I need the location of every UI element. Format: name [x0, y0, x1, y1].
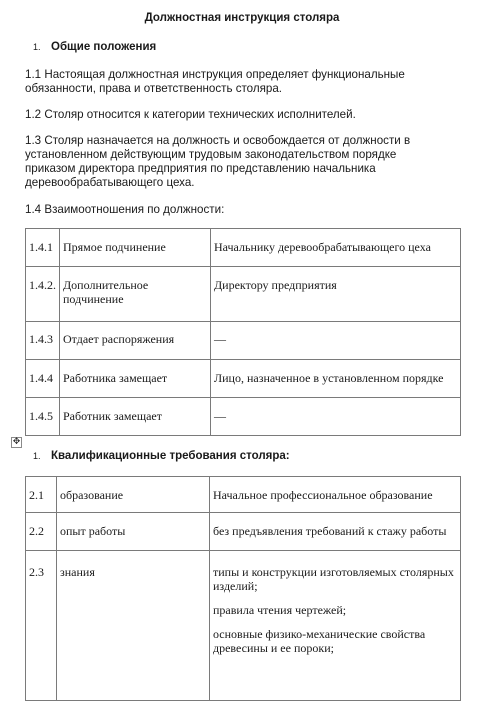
knowledge-item: основные физико-механические свойства древесины и ее пороки; — [213, 627, 426, 655]
row-value: — — [211, 398, 461, 436]
row-label: Отдает распоряжения — [60, 322, 211, 360]
row-value: — — [211, 322, 461, 360]
table-row — [26, 477, 461, 513]
table-row — [26, 360, 461, 398]
section-heading-qualifications — [33, 450, 290, 462]
row-label: Работник замещает — [60, 398, 211, 436]
paragraph-1-2: 1.2 Столяр относится к категории технических исполнителей. — [25, 108, 356, 121]
row-value: без предъявления требований к стажу работы — [210, 513, 461, 551]
section-title: Общие положения — [51, 41, 157, 53]
row-value: Лицо, назначенное в установленном порядке — [211, 360, 461, 398]
row-number: 1.4.1 — [26, 229, 60, 267]
row-number: 1.4.2. — [26, 267, 60, 322]
section-heading-general — [33, 41, 156, 53]
table-row — [26, 229, 461, 267]
row-number: 1.4.4 — [26, 360, 60, 398]
table-row — [26, 551, 461, 701]
row-values — [210, 551, 461, 701]
knowledge-item: типы и конструкции изготовляемых столярных изделий; — [213, 565, 454, 593]
row-number: 2.1 — [26, 477, 57, 513]
paragraph-1-1: 1.1 Настоящая должностная инструкция определяет функциональные обязанности, права и ответственность столяра. — [25, 68, 405, 95]
section-title: Квалификационные требования столяра: — [51, 450, 290, 462]
row-number: 2.2 — [26, 513, 57, 551]
paragraph-1-4: 1.4 Взаимоотношения по должности: — [25, 203, 225, 216]
row-number: 2.3 — [26, 551, 57, 701]
row-label: знания — [57, 551, 210, 701]
table-row — [26, 267, 461, 322]
row-label: Прямое подчинение — [60, 229, 211, 267]
requirements-table — [25, 476, 461, 701]
relations-table — [25, 228, 461, 436]
move-handle-icon[interactable]: ✥ — [12, 437, 21, 447]
row-number: 1.4.5 — [26, 398, 60, 436]
table-row — [26, 513, 461, 551]
paragraph-1-3: 1.3 Столяр назначается на должность и освобождается от должности в установленном действующим трудовым законодательством порядке приказом директора предприятия по представлению начальника деревообрабатывающего цеха. — [25, 134, 411, 189]
row-label: опыт работы — [57, 513, 210, 551]
knowledge-item: правила чтения чертежей; — [213, 603, 347, 617]
table-row — [26, 398, 461, 436]
table-row — [26, 322, 461, 360]
section-number: 1. — [33, 451, 41, 461]
row-value: Директору предприятия — [211, 267, 461, 322]
row-label: образование — [57, 477, 210, 513]
row-value: Начальное профессиональное образование — [210, 477, 461, 513]
document-title: Должностная инструкция столяра — [144, 12, 340, 24]
row-number: 1.4.3 — [26, 322, 60, 360]
row-value: Начальнику деревообрабатывающего цеха — [211, 229, 461, 267]
row-label: Работника замещает — [60, 360, 211, 398]
row-label: Дополнительное подчинение — [60, 267, 211, 322]
section-number: 1. — [33, 42, 41, 52]
